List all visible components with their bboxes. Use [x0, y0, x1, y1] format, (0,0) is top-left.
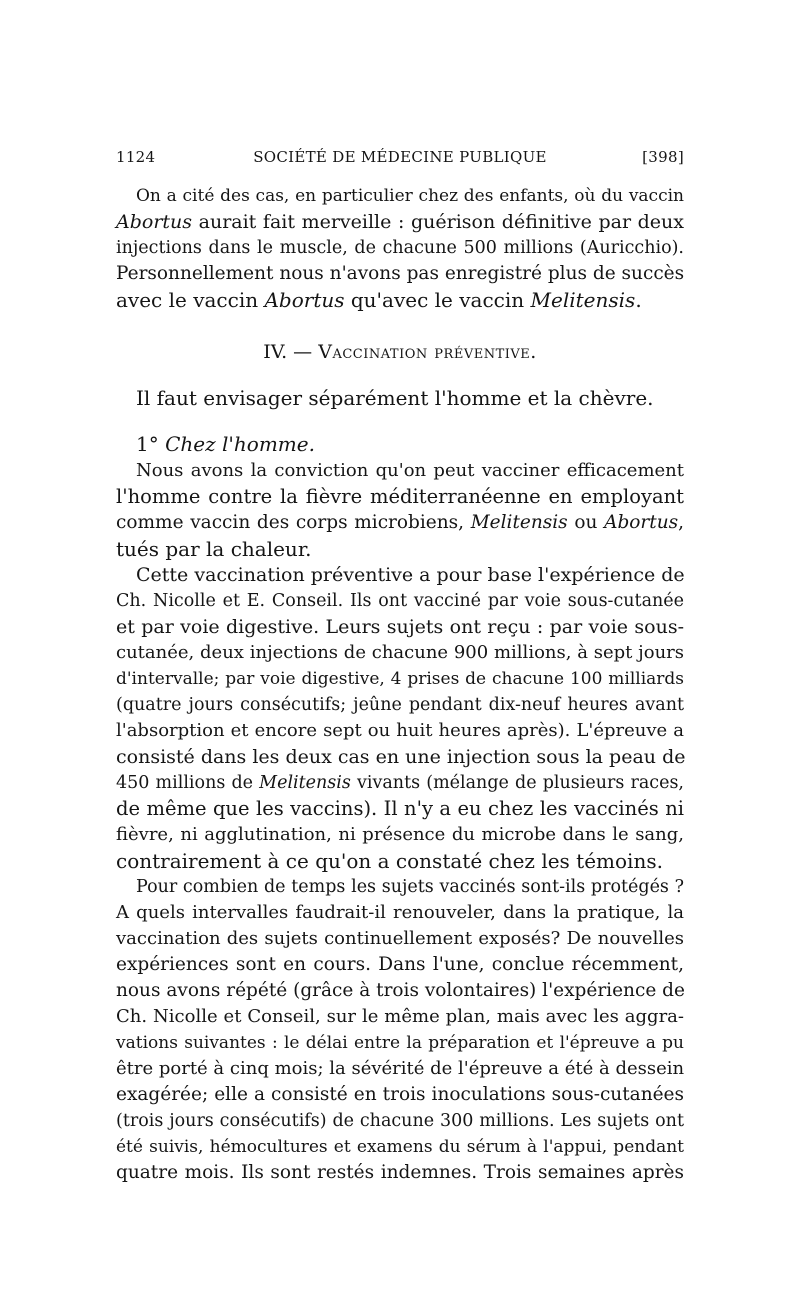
subsection-heading — [136, 432, 315, 456]
text-line: quatre mois. Ils sont restés indemnes. Trois semaines après — [116, 1162, 684, 1183]
text-line — [116, 209, 684, 235]
text-line: été suivis, hémocultures et examens du sérum à l'appui, pendant — [116, 1137, 684, 1157]
text-line: contrairement à ce qu'on a constaté chez les témoins. — [116, 849, 663, 873]
text-line: être porté à cinq mois; la sévérité de l'épreuve a été à dessein — [116, 1058, 685, 1079]
text-span: , — [678, 512, 684, 533]
section-heading — [116, 341, 684, 363]
text-span: qu'avec le vaccin — [344, 288, 531, 312]
text-line: exagérée; elle a consisté en trois inoculations sous-cutanées — [116, 1084, 684, 1105]
italic-term: Abortus — [604, 512, 679, 533]
text-line: vations suivantes : le délai entre la préparation et l'épreuve a pu — [116, 1033, 684, 1053]
text-line — [116, 287, 684, 313]
text-line: cutanée, deux injections de chacune 900 millions, à sept jours — [116, 642, 684, 663]
bracketed-page-number: [398] — [642, 148, 684, 166]
running-head — [116, 148, 684, 172]
italic-term: Melitensis — [470, 512, 568, 533]
text-span: comme vaccin des corps microbiens, — [116, 512, 471, 533]
text-span: ou — [567, 512, 605, 533]
italic-term: Abortus — [264, 288, 345, 312]
section-title: Vaccination préventive. — [318, 341, 537, 363]
text-line: fièvre, ni agglutination, ni présence du microbe dans le sang, — [116, 824, 684, 845]
page-number: 1124 — [116, 148, 156, 166]
text-line: tués par la chaleur. — [116, 537, 312, 561]
text-line: Personnellement nous n'avons pas enregistré plus de succès — [116, 263, 685, 284]
text-line: injections dans le muscle, de chacune 500 millions (Auricchio). — [116, 238, 684, 258]
text-line: Il faut envisager séparément l'homme et la chèvre. — [136, 386, 654, 410]
subsection-title: Chez l'homme. — [165, 432, 315, 456]
section-numeral: IV. — — [263, 341, 319, 363]
text-line: On a cité des cas, en particulier chez des enfants, où du vaccin — [136, 186, 684, 206]
journal-title: SOCIÉTÉ DE MÉDECINE PUBLIQUE — [253, 148, 547, 166]
text-line — [116, 510, 684, 536]
text-span: vivants (mélange de plusieurs races, — [350, 773, 684, 793]
text-span: 450 millions de — [116, 773, 260, 793]
text-line: de même que les vaccins). Il n'y a eu chez les vaccinés ni — [116, 797, 684, 820]
text-line: Nous avons la conviction qu'on peut vacciner efficacement — [136, 460, 684, 481]
text-line: consisté dans les deux cas en une injection sous la peau de — [116, 746, 686, 768]
text-line: Pour combien de temps les sujets vaccinés sont-ils protégés ? — [136, 877, 684, 897]
text-line: expériences sont en cours. Dans l'une, conclue récemment, — [116, 954, 684, 975]
text-line: l'absorption et encore sept ou huit heures après). L'épreuve a — [116, 720, 684, 741]
text-line: Ch. Nicolle et Conseil, sur le même plan, mais avec les aggra- — [116, 1006, 684, 1027]
text-line: et par voie digestive. Leurs sujets ont reçu : par voie sous- — [116, 616, 684, 638]
text-span: aurait fait merveille : guérison définitive par deux — [192, 211, 684, 233]
text-line — [116, 770, 684, 796]
text-line: vaccination des sujets continuellement exposés? De nouvelles — [116, 928, 684, 949]
text-line: l'homme contre la fièvre méditerranéenne en employant — [116, 485, 684, 508]
text-span: avec le vaccin — [116, 288, 265, 312]
text-line: Ch. Nicolle et E. Conseil. Ils ont vacciné par voie sous-cutanée — [116, 591, 684, 611]
italic-term: Melitensis — [259, 773, 351, 793]
italic-term: Melitensis — [530, 288, 636, 312]
text-line: A quels intervalles faudrait-il renouveler, dans la pratique, la — [116, 902, 684, 923]
italic-term: Abortus — [116, 211, 193, 233]
text-line: nous avons répété (grâce à trois volontaires) l'expérience de — [116, 980, 685, 1001]
text-line: Cette vaccination préventive a pour base l'expérience de — [136, 564, 685, 586]
text-line: (quatre jours consécutifs; jeûne pendant dix-neuf heures avant — [116, 695, 684, 715]
text-line: (trois jours consécutifs) de chacune 300 millions. Les sujets ont — [116, 1111, 684, 1131]
text-line: d'intervalle; par voie digestive, 4 prises de chacune 100 milliards — [116, 669, 684, 689]
subsection-number: 1° — [136, 432, 166, 456]
text-span: . — [635, 288, 642, 312]
